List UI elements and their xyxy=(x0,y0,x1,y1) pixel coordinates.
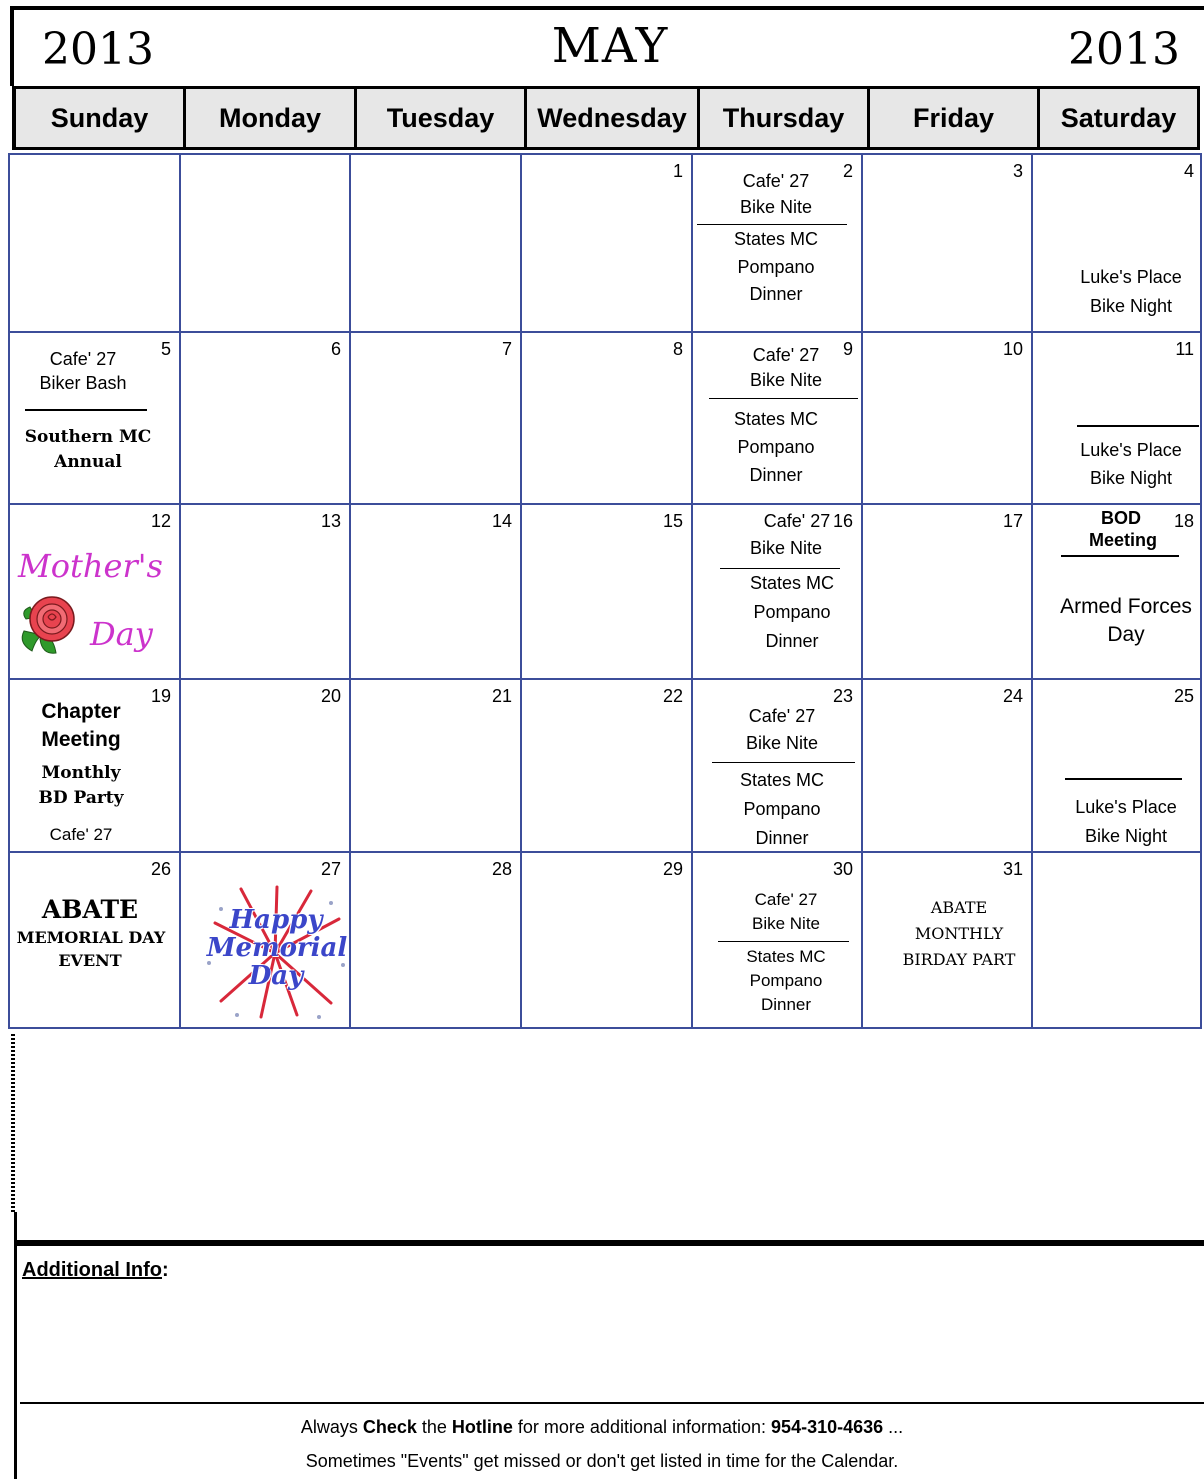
separator-line xyxy=(1065,778,1182,780)
memorial-text: Memorial xyxy=(206,933,348,963)
date-number: 19 xyxy=(150,686,171,706)
event-cafe27: Cafe' 27 xyxy=(752,345,820,365)
event-bike-nite: Bike Nite xyxy=(739,197,813,217)
separator-line xyxy=(718,941,849,942)
memorial-text: Day xyxy=(248,961,304,991)
year-right: 2013 xyxy=(1068,24,1180,75)
info-divider xyxy=(20,1402,1204,1404)
date-number: 29 xyxy=(662,859,683,879)
event-abate: ABATE xyxy=(930,898,988,917)
day-cell[interactable] xyxy=(349,503,520,678)
event-cafe27: Cafe' 27 xyxy=(763,511,831,531)
event-bike-night: Bike Night xyxy=(1089,296,1173,316)
day-cell[interactable] xyxy=(349,678,520,851)
grid-line xyxy=(8,1027,1202,1029)
event-dinner: Dinner xyxy=(760,995,812,1014)
date-number: 16 xyxy=(832,511,853,531)
day-cell[interactable] xyxy=(1031,331,1202,503)
separator-line xyxy=(1077,425,1199,427)
date-number: 15 xyxy=(662,511,683,531)
day-cell[interactable] xyxy=(861,503,1031,678)
weekday-tuesday: Tuesday xyxy=(354,89,524,147)
event-bd-party: BD Party xyxy=(38,788,124,808)
date-number: 27 xyxy=(320,859,341,879)
info-left-rule xyxy=(14,1212,17,1479)
event-dinner: Dinner xyxy=(749,465,803,485)
weekday-header xyxy=(12,86,1200,150)
year-left: 2013 xyxy=(42,24,154,75)
event-memorial-day: MEMORIAL DAY xyxy=(16,928,166,947)
event-bike-nite: Bike Nite xyxy=(745,733,819,753)
date-number: 28 xyxy=(491,859,512,879)
date-number: 23 xyxy=(832,686,853,706)
event-bike-nite: Bike Nite xyxy=(751,914,821,933)
event-bod-meeting: Meeting xyxy=(1088,530,1157,550)
left-rule xyxy=(10,6,14,86)
date-number: 21 xyxy=(491,686,512,706)
day-cell[interactable] xyxy=(179,331,349,503)
weekday-friday: Friday xyxy=(867,89,1037,147)
date-number: 1 xyxy=(672,161,683,181)
event-lukes-place: Luke's Place xyxy=(1075,797,1177,817)
day-cell[interactable] xyxy=(691,331,861,503)
date-number: 24 xyxy=(1002,686,1023,706)
date-number: 12 xyxy=(150,511,171,531)
day-cell[interactable] xyxy=(691,678,861,851)
day-cell[interactable] xyxy=(1031,678,1202,851)
event-annual: Annual xyxy=(54,452,122,472)
date-number: 7 xyxy=(501,339,512,359)
date-number: 18 xyxy=(1173,511,1194,531)
event-armed-forces-day: Day xyxy=(1107,623,1145,646)
event-states-mc: States MC xyxy=(733,229,819,249)
day-cell[interactable] xyxy=(8,331,179,503)
event-cafe27: Cafe' 27 xyxy=(742,171,810,191)
dotted-margin xyxy=(11,1034,15,1212)
date-number: 30 xyxy=(832,859,853,879)
separator-line xyxy=(712,762,855,763)
event-lukes-place: Luke's Place xyxy=(1080,267,1182,287)
date-number: 8 xyxy=(672,339,683,359)
event-biker-bash: Biker Bash xyxy=(39,373,127,393)
day-cell[interactable] xyxy=(520,153,691,331)
date-number: 3 xyxy=(1012,161,1023,181)
event-states-mc: States MC xyxy=(749,573,835,593)
event-pompano: Pompano xyxy=(753,602,831,622)
day-cell[interactable] xyxy=(8,678,179,851)
event-bod: BOD xyxy=(1101,508,1141,528)
day-cell[interactable] xyxy=(8,503,179,678)
date-number: 10 xyxy=(1002,339,1023,359)
event-bike-nite: Bike Nite xyxy=(749,370,823,390)
events-missed-note: Sometimes "Events" get missed or don't get listed in time for the Calendar. xyxy=(305,1451,899,1471)
day-cell[interactable] xyxy=(520,678,691,851)
day-cell[interactable] xyxy=(691,503,861,678)
date-number: 26 xyxy=(150,859,171,879)
date-number: 31 xyxy=(1002,859,1023,879)
event-pompano: Pompano xyxy=(749,971,823,990)
date-number: 13 xyxy=(320,511,341,531)
event-pompano: Pompano xyxy=(737,257,815,277)
event-armed-forces: Armed Forces xyxy=(1060,595,1192,618)
event-bike-nite: Bike Nite xyxy=(749,538,823,558)
date-number: 11 xyxy=(1175,339,1194,359)
date-number: 6 xyxy=(330,339,341,359)
event-bike-night: Bike Night xyxy=(1084,826,1168,846)
weekday-wednesday: Wednesday xyxy=(524,89,697,147)
additional-info-label: Additional Info: xyxy=(22,1259,169,1281)
memorial-text: Happy xyxy=(229,905,323,935)
day-cell[interactable] xyxy=(179,678,349,851)
weekday-thursday: Thursday xyxy=(697,89,867,147)
date-number: 17 xyxy=(1002,511,1023,531)
event-monthly: Monthly xyxy=(41,763,121,783)
event-bike-night: Bike Night xyxy=(1089,468,1173,488)
event-states-mc: States MC xyxy=(746,947,826,966)
event-abate: ABATE xyxy=(41,895,139,924)
event-pompano: Pompano xyxy=(737,437,815,457)
event-chapter: Chapter xyxy=(41,700,121,723)
event-monthly: MONTHLY xyxy=(914,924,1004,943)
event-states-mc: States MC xyxy=(733,409,819,429)
event-cafe27: Cafe' 27 xyxy=(748,706,816,726)
weekday-saturday: Saturday xyxy=(1037,89,1200,147)
calendar-grid xyxy=(8,153,1202,1029)
day-cell[interactable] xyxy=(691,153,861,331)
weekday-sunday: Sunday xyxy=(12,89,183,147)
day-cell[interactable] xyxy=(1031,851,1202,1027)
date-number: 25 xyxy=(1173,686,1194,706)
event-chapter-meeting: Meeting xyxy=(41,728,121,751)
day-cell[interactable] xyxy=(861,331,1031,503)
rose-icon xyxy=(18,591,82,657)
day-cell[interactable] xyxy=(520,331,691,503)
event-birday-party: BIRDAY PART xyxy=(902,950,1016,969)
date-number: 4 xyxy=(1183,161,1194,181)
event-states-mc: States MC xyxy=(739,770,825,790)
day-cell[interactable] xyxy=(179,851,349,1027)
mothers-day-text: Mother's xyxy=(18,547,163,585)
event-dinner: Dinner xyxy=(755,828,809,848)
event-cafe27: Cafe' 27 xyxy=(49,349,117,369)
happy-memorial-day-graphic xyxy=(201,883,349,1023)
day-cell[interactable] xyxy=(349,851,520,1027)
month-title: MAY xyxy=(551,18,669,74)
day-cell[interactable] xyxy=(861,851,1031,1027)
weekday-monday: Monday xyxy=(183,89,354,147)
event-dinner: Dinner xyxy=(749,284,803,304)
day-cell[interactable] xyxy=(1031,153,1202,331)
date-number: 2 xyxy=(842,161,853,181)
event-southern-mc: Southern MC xyxy=(24,427,152,447)
day-cell[interactable] xyxy=(861,678,1031,851)
top-rule xyxy=(10,6,1204,10)
date-number: 9 xyxy=(842,339,853,359)
date-number: 22 xyxy=(662,686,683,706)
day-cell[interactable] xyxy=(691,851,861,1027)
event-memorial-event: EVENT xyxy=(58,951,122,970)
date-number: 14 xyxy=(491,511,512,531)
info-top-rule xyxy=(14,1240,1204,1246)
mothers-day-text: Day xyxy=(90,615,153,653)
event-dinner: Dinner xyxy=(765,631,819,651)
day-cell[interactable] xyxy=(349,331,520,503)
separator-line xyxy=(709,398,858,399)
event-pompano: Pompano xyxy=(743,799,821,819)
day-cell[interactable] xyxy=(8,851,179,1027)
date-number: 20 xyxy=(320,686,341,706)
separator-line xyxy=(1061,555,1179,557)
day-cell[interactable] xyxy=(179,503,349,678)
day-cell[interactable] xyxy=(520,851,691,1027)
event-cafe27: Cafe' 27 xyxy=(49,825,113,844)
hotline-phone: 954-310-4636 xyxy=(771,1417,884,1437)
mothers-day-graphic xyxy=(14,543,174,673)
event-cafe27: Cafe' 27 xyxy=(754,890,818,909)
day-cell[interactable] xyxy=(861,153,1031,331)
day-cell[interactable] xyxy=(1031,503,1202,678)
separator-line xyxy=(25,409,147,411)
day-cell[interactable] xyxy=(520,503,691,678)
event-lukes-place: Luke's Place xyxy=(1080,440,1182,460)
date-number: 5 xyxy=(160,339,171,359)
hotline-note: Always Check the Hotline for more additional information: 954-310-4636 ... xyxy=(300,1417,904,1437)
